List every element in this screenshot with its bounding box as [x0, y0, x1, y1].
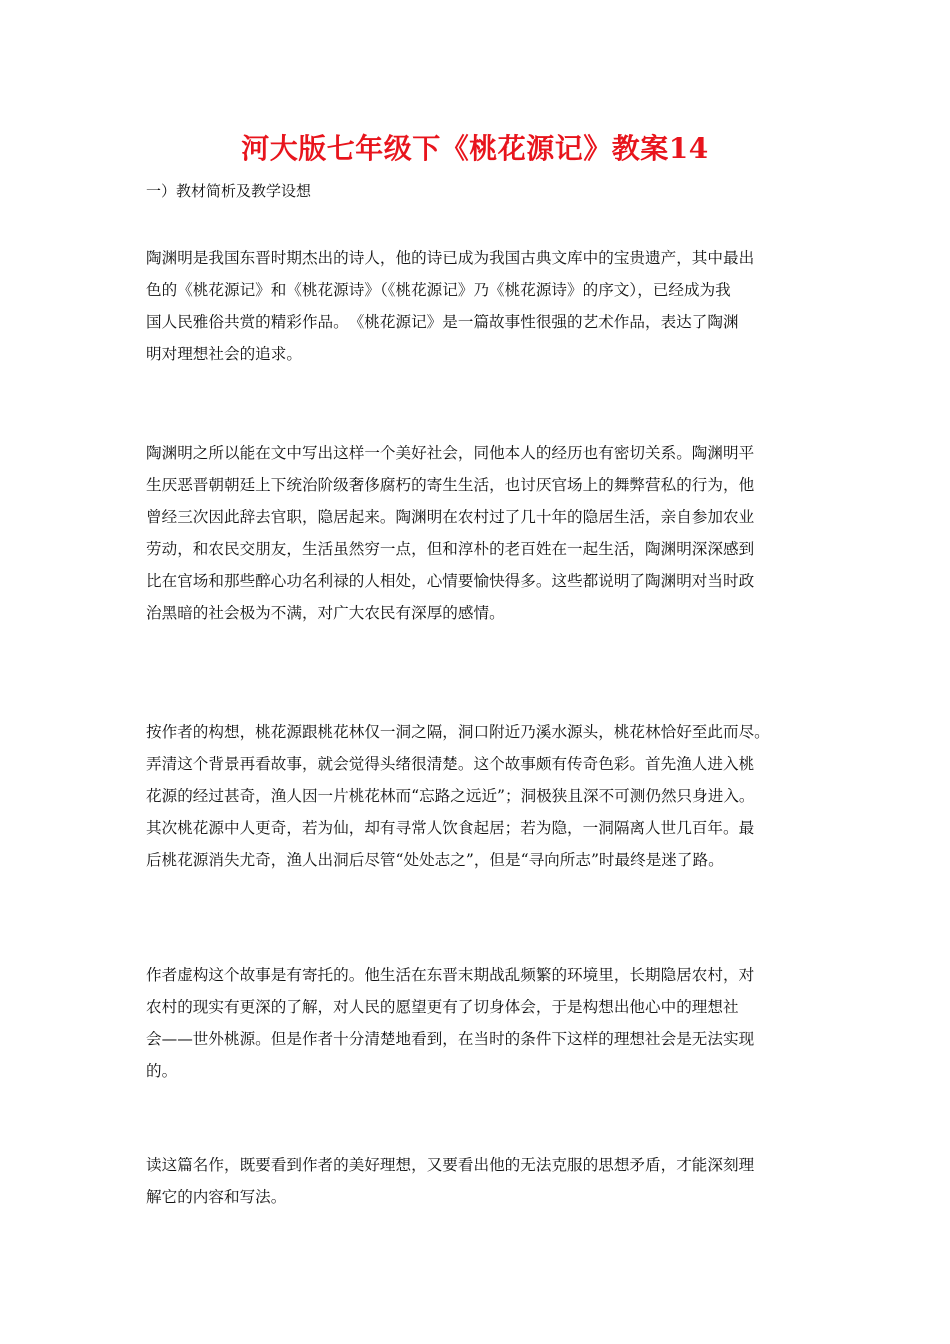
- paragraph-line: 农村的现实有更深的了解，对人民的愿望更有了切身体会，于是构想出他心中的理想社: [146, 998, 739, 1016]
- paragraph-line: 其次桃花源中人更奇，若为仙，却有寻常人饮食起居；若为隐，一洞隔离人世几百年。最: [146, 819, 755, 837]
- paragraph-line: 曾经三次因此辞去官职，隐居起来。陶渊明在农村过了几十年的隐居生活，亲自参加农业: [146, 508, 755, 526]
- paragraph-line: 生厌恶晋朝朝廷上下统治阶级奢侈腐朽的寄生生活，也讨厌官场上的舞弊营私的行为，他: [146, 476, 755, 494]
- paragraph-line: 明对理想社会的追求。: [146, 345, 302, 363]
- section-heading: 一）教材简析及教学设想: [146, 182, 312, 200]
- paragraph-line: 按作者的构想，桃花源跟桃花林仅一洞之隔，洞口附近乃溪水源头，桃花林恰好至此而尽。: [146, 723, 770, 741]
- paragraph-3: [146, 716, 814, 876]
- paragraph-line: 解它的内容和写法。: [146, 1188, 287, 1206]
- paragraph-line: 的。: [146, 1062, 178, 1080]
- paragraph-line: 劳动，和农民交朋友，生活虽然穷一点，但和淳朴的老百姓在一起生活，陶渊明深深感到: [146, 540, 755, 558]
- paragraph-line: 比在官场和那些醉心功名利禄的人相处，心情要愉快得多。这些都说明了陶渊明对当时政: [146, 572, 755, 590]
- paragraph-1: [146, 242, 814, 370]
- paragraph-line: 花源的经过甚奇，渔人因一片桃花林而“忘路之远近”；洞极狭且深不可测仍然只身进入。: [146, 787, 755, 805]
- paragraph-line: 会——世外桃源。但是作者十分清楚地看到，在当时的条件下这样的理想社会是无法实现: [146, 1030, 755, 1048]
- paragraph-line: 后桃花源消失尤奇，渔人出洞后尽管“处处志之”，但是“寻向所志”时最终是迷了路。: [146, 851, 724, 869]
- paragraph-5: [146, 1149, 814, 1213]
- paragraph-line: 作者虚构这个故事是有寄托的。他生活在东晋末期战乱频繁的环境里，长期隐居农村，对: [146, 966, 755, 984]
- paragraph-line: 读这篇名作，既要看到作者的美好理想，又要看出他的无法克服的思想矛盾，才能深刻理: [146, 1156, 755, 1174]
- paragraph-line: 陶渊明是我国东晋时期杰出的诗人，他的诗已成为我国古典文库中的宝贵遗产，其中最出: [146, 249, 755, 267]
- paragraph-4: [146, 959, 814, 1087]
- paragraph-line: 治黑暗的社会极为不满，对广大农民有深厚的感情。: [146, 604, 505, 622]
- paragraph-line: 国人民雅俗共赏的精彩作品。 《桃花源记》是一篇故事性很强的艺术作品，表达了陶渊: [146, 313, 739, 331]
- paragraph-line: 色的《桃花源记》和《桃花源诗》（《桃花源记》乃《桃花源诗》的序文），已经成为我: [146, 281, 731, 299]
- paragraph-line: 弄清这个背景再看故事，就会觉得头绪很清楚。这个故事颇有传奇色彩。首先渔人进入桃: [146, 755, 755, 773]
- document-title: 河大版七年级下《桃花源记》教案14: [241, 132, 709, 165]
- paragraph-line: 陶渊明之所以能在文中写出这样一个美好社会，同他本人的经历也有密切关系。陶渊明平: [146, 444, 755, 462]
- paragraph-2: [146, 437, 814, 629]
